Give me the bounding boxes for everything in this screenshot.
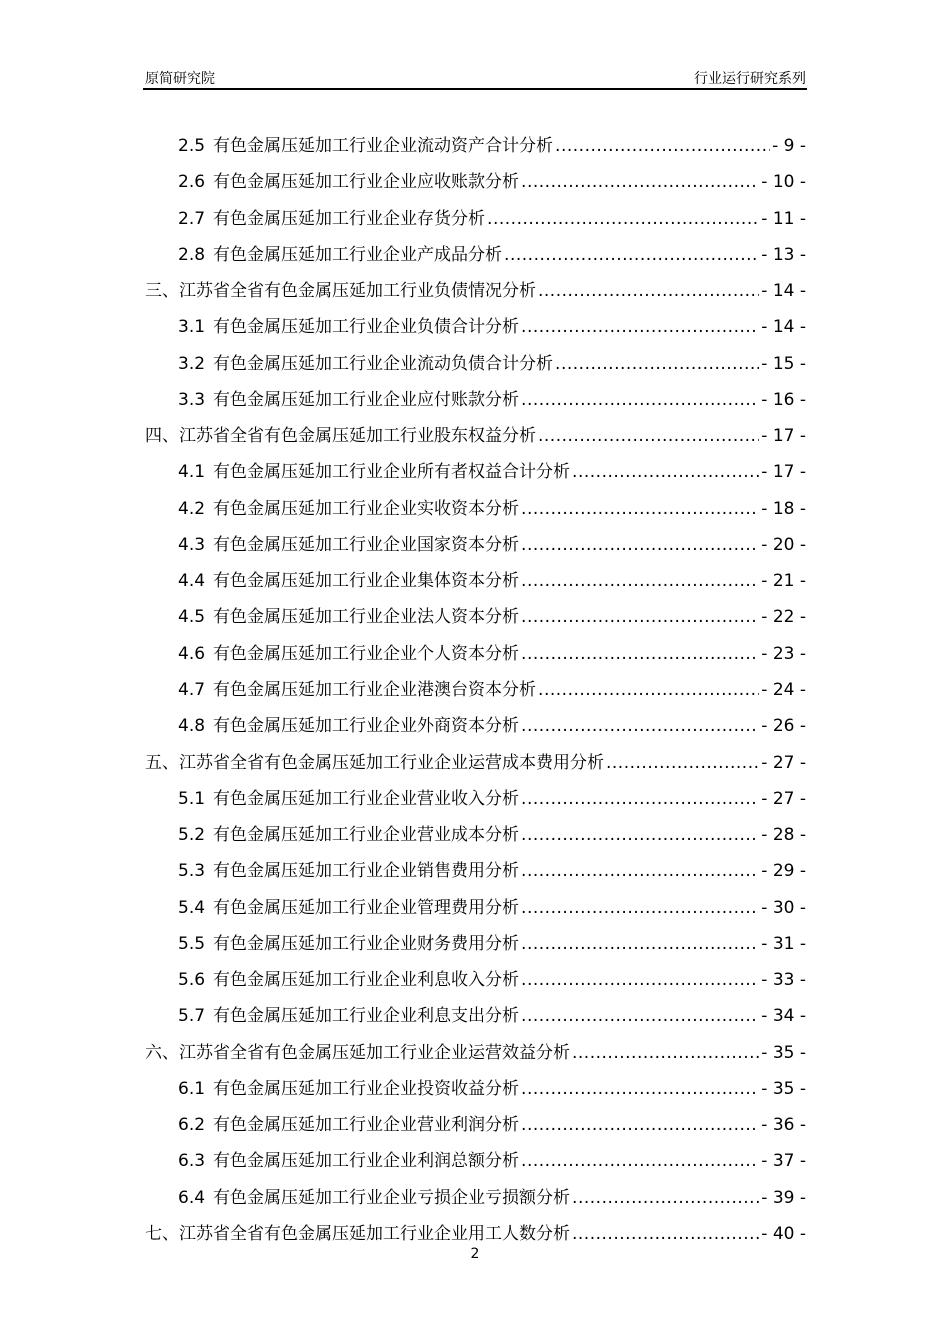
toc-entry-number: 5.7 xyxy=(178,1006,206,1027)
toc-entry-title: 有色金属压延加工行业企业应收账款分析 xyxy=(213,172,520,193)
toc-entry[interactable] xyxy=(145,998,806,1034)
toc-entry[interactable] xyxy=(145,890,806,926)
dot-leader xyxy=(521,309,759,345)
dot-leader xyxy=(521,781,759,817)
dot-leader xyxy=(521,1143,759,1179)
toc-entry[interactable] xyxy=(145,781,806,817)
header-series: 行业运行研究系列 xyxy=(694,71,806,87)
toc-entry-title: 有色金属压延加工行业企业实收资本分析 xyxy=(213,498,520,519)
toc-entry-title: 有色金属压延加工行业企业投资收益分析 xyxy=(213,1078,520,1099)
dot-leader xyxy=(521,382,759,418)
toc-entry-number: 2.5 xyxy=(178,136,206,156)
toc-entry-number: 5.5 xyxy=(178,933,206,954)
toc-entry-title: 有色金属压延加工行业企业财务费用分析 xyxy=(213,933,520,954)
toc-entry-page: - 18 - xyxy=(761,498,806,519)
toc-entry-page: - 37 - xyxy=(761,1151,806,1172)
dot-leader xyxy=(538,672,759,708)
dot-leader xyxy=(572,1180,759,1216)
toc-entry-number: 4.1 xyxy=(178,462,206,483)
toc-entry[interactable] xyxy=(145,273,806,309)
toc-entry-page: - 21 - xyxy=(761,571,806,592)
dot-leader xyxy=(521,1071,759,1107)
dot-leader xyxy=(487,201,759,237)
toc-entry[interactable] xyxy=(145,346,806,382)
dot-leader xyxy=(521,1107,759,1143)
header-rule xyxy=(143,88,807,90)
toc-entry-title: 四、江苏省全省有色金属压延加工行业股东权益分析 xyxy=(145,426,536,447)
toc-entry-title: 有色金属压延加工行业企业管理费用分析 xyxy=(213,897,520,918)
toc-entry-title: 有色金属压延加工行业企业所有者权益合计分析 xyxy=(213,462,571,483)
toc-entry-page: - 14 - xyxy=(761,281,806,302)
toc-entry[interactable] xyxy=(145,128,806,164)
toc-entry-page: - 28 - xyxy=(761,825,806,846)
toc-entry-title: 有色金属压延加工行业企业集体资本分析 xyxy=(213,571,520,592)
dot-leader xyxy=(521,164,759,200)
toc-entry[interactable] xyxy=(145,745,806,781)
toc-entry-number: 5.6 xyxy=(178,970,206,991)
toc-entry-page: - 26 - xyxy=(761,716,806,737)
dot-leader xyxy=(521,491,759,527)
toc-entry-title: 有色金属压延加工行业企业利息支出分析 xyxy=(213,1006,520,1027)
toc-entry[interactable] xyxy=(145,164,806,200)
toc-entry[interactable] xyxy=(145,1071,806,1107)
toc-entry[interactable] xyxy=(145,1180,806,1216)
dot-leader xyxy=(572,1035,759,1071)
toc-entry-page: - 17 - xyxy=(761,426,806,447)
toc-entry-title: 三、江苏省全省有色金属压延加工行业负债情况分析 xyxy=(145,281,536,302)
dot-leader xyxy=(504,237,759,273)
toc-entry-page: - 13 - xyxy=(761,244,806,265)
toc-entry-title: 有色金属压延加工行业企业负债合计分析 xyxy=(213,317,520,338)
toc-entry[interactable] xyxy=(145,1143,806,1179)
toc-entry[interactable] xyxy=(145,672,806,708)
toc-entry[interactable] xyxy=(145,491,806,527)
dot-leader xyxy=(538,273,759,309)
toc-entry-number: 4.8 xyxy=(178,716,206,737)
toc-entry-page: - 16 - xyxy=(761,389,806,410)
toc-entry-page: - 33 - xyxy=(761,970,806,991)
page-number: 2 xyxy=(470,1246,480,1262)
toc-entry-title: 有色金属压延加工行业企业个人资本分析 xyxy=(213,643,520,664)
toc-entry[interactable] xyxy=(145,599,806,635)
toc-entry[interactable] xyxy=(145,563,806,599)
toc-entry-page: - 34 - xyxy=(761,1006,806,1027)
toc-entry-number: 4.2 xyxy=(178,498,206,519)
toc-entry-title: 有色金属压延加工行业企业法人资本分析 xyxy=(213,607,520,628)
toc-entry-page: - 39 - xyxy=(761,1187,806,1208)
dot-leader xyxy=(538,418,759,454)
toc-entry-number: 5.1 xyxy=(178,788,206,809)
toc-entry-number: 6.3 xyxy=(178,1151,206,1172)
toc-entry-title: 有色金属压延加工行业企业流动负债合计分析 xyxy=(213,353,554,374)
toc-entry-page: - 40 - xyxy=(761,1223,806,1244)
toc-entry-number: 6.4 xyxy=(178,1187,206,1208)
toc-entry[interactable] xyxy=(145,853,806,889)
toc-entry-page: - 14 - xyxy=(761,317,806,338)
toc-entry-title: 有色金属压延加工行业企业利息收入分析 xyxy=(213,970,520,991)
table-of-contents xyxy=(145,128,806,1252)
toc-entry-page: - 23 - xyxy=(761,643,806,664)
dot-leader xyxy=(521,926,759,962)
toc-entry[interactable] xyxy=(145,817,806,853)
toc-entry-page: - 30 - xyxy=(761,897,806,918)
toc-entry-title: 有色金属压延加工行业企业存货分析 xyxy=(213,208,486,229)
toc-entry-page: - 15 - xyxy=(761,353,806,374)
toc-entry[interactable] xyxy=(145,382,806,418)
toc-entry[interactable] xyxy=(145,309,806,345)
dot-leader xyxy=(521,708,759,744)
toc-entry[interactable] xyxy=(145,926,806,962)
toc-entry-title: 有色金属压延加工行业企业亏损企业亏损额分析 xyxy=(213,1187,571,1208)
toc-entry-title: 有色金属压延加工行业企业营业利润分析 xyxy=(213,1115,520,1136)
toc-entry-number: 4.5 xyxy=(178,607,206,628)
toc-entry-page: - 29 - xyxy=(761,861,806,882)
dot-leader xyxy=(521,853,759,889)
dot-leader xyxy=(521,998,759,1034)
header-org: 原简研究院 xyxy=(145,71,215,87)
dot-leader xyxy=(555,128,770,164)
toc-entry-page: - 27 - xyxy=(761,788,806,809)
toc-entry[interactable] xyxy=(145,1107,806,1143)
toc-entry-title: 有色金属压延加工行业企业营业收入分析 xyxy=(213,788,520,809)
toc-entry-title: 有色金属压延加工行业企业外商资本分析 xyxy=(213,716,520,737)
toc-entry-title: 有色金属压延加工行业企业港澳台资本分析 xyxy=(213,679,537,700)
toc-entry-title: 五、江苏省全省有色金属压延加工行业企业运营成本费用分析 xyxy=(145,752,604,773)
toc-entry[interactable] xyxy=(145,418,806,454)
dot-leader xyxy=(521,599,759,635)
toc-entry-number: 5.3 xyxy=(178,861,206,882)
dot-leader xyxy=(521,890,759,926)
dot-leader xyxy=(606,745,759,781)
toc-entry-page: - 36 - xyxy=(761,1115,806,1136)
toc-entry-title: 有色金属压延加工行业企业营业成本分析 xyxy=(213,825,520,846)
toc-entry-number: 4.7 xyxy=(178,679,206,700)
toc-entry-number: 4.6 xyxy=(178,643,206,664)
toc-entry-page: - 27 - xyxy=(761,752,806,773)
page-header xyxy=(145,68,806,88)
toc-entry[interactable] xyxy=(145,636,806,672)
toc-entry-page: - 17 - xyxy=(761,462,806,483)
toc-entry-number: 5.2 xyxy=(178,825,206,846)
dot-leader xyxy=(521,962,759,998)
toc-entry-title: 有色金属压延加工行业企业流动资产合计分析 xyxy=(213,136,554,156)
toc-entry[interactable] xyxy=(145,454,806,490)
toc-entry[interactable] xyxy=(145,527,806,563)
dot-leader xyxy=(521,563,759,599)
toc-entry-number: 6.1 xyxy=(178,1078,206,1099)
toc-entry[interactable] xyxy=(145,708,806,744)
toc-entry-page: - 31 - xyxy=(761,933,806,954)
toc-entry-page: - 9 - xyxy=(772,136,806,156)
toc-entry-page: - 35 - xyxy=(761,1078,806,1099)
dot-leader xyxy=(521,636,759,672)
toc-entry-number: 2.6 xyxy=(178,172,206,193)
toc-entry-title: 有色金属压延加工行业企业国家资本分析 xyxy=(213,534,520,555)
toc-entry-page: - 24 - xyxy=(761,679,806,700)
dot-leader xyxy=(521,527,759,563)
toc-entry-title: 六、江苏省全省有色金属压延加工行业企业运营效益分析 xyxy=(145,1042,570,1063)
dot-leader xyxy=(555,346,759,382)
toc-entry-number: 2.7 xyxy=(178,208,206,229)
toc-entry-number: 4.4 xyxy=(178,571,206,592)
toc-entry-number: 2.8 xyxy=(178,244,206,265)
toc-entry-page: - 22 - xyxy=(761,607,806,628)
toc-entry-title: 有色金属压延加工行业企业应付账款分析 xyxy=(213,389,520,410)
toc-entry-page: - 10 - xyxy=(761,172,806,193)
toc-entry-page: - 20 - xyxy=(761,534,806,555)
toc-entry-title: 七、江苏省全省有色金属压延加工行业企业用工人数分析 xyxy=(145,1223,570,1244)
toc-entry-number: 3.2 xyxy=(178,353,206,374)
toc-entry-number: 6.2 xyxy=(178,1115,206,1136)
toc-entry[interactable] xyxy=(145,962,806,998)
toc-entry-page: - 11 - xyxy=(761,208,806,229)
toc-entry-title: 有色金属压延加工行业企业利润总额分析 xyxy=(213,1151,520,1172)
toc-entry-number: 3.1 xyxy=(178,317,206,338)
dot-leader xyxy=(572,454,759,490)
toc-entry-title: 有色金属压延加工行业企业销售费用分析 xyxy=(213,861,520,882)
toc-entry[interactable] xyxy=(145,1035,806,1071)
toc-entry-number: 3.3 xyxy=(178,389,206,410)
toc-entry-page: - 35 - xyxy=(761,1042,806,1063)
toc-entry-number: 5.4 xyxy=(178,897,206,918)
toc-entry-title: 有色金属压延加工行业企业产成品分析 xyxy=(213,244,503,265)
toc-entry-number: 4.3 xyxy=(178,534,206,555)
toc-entry[interactable] xyxy=(145,237,806,273)
dot-leader xyxy=(521,817,759,853)
toc-entry[interactable] xyxy=(145,201,806,237)
